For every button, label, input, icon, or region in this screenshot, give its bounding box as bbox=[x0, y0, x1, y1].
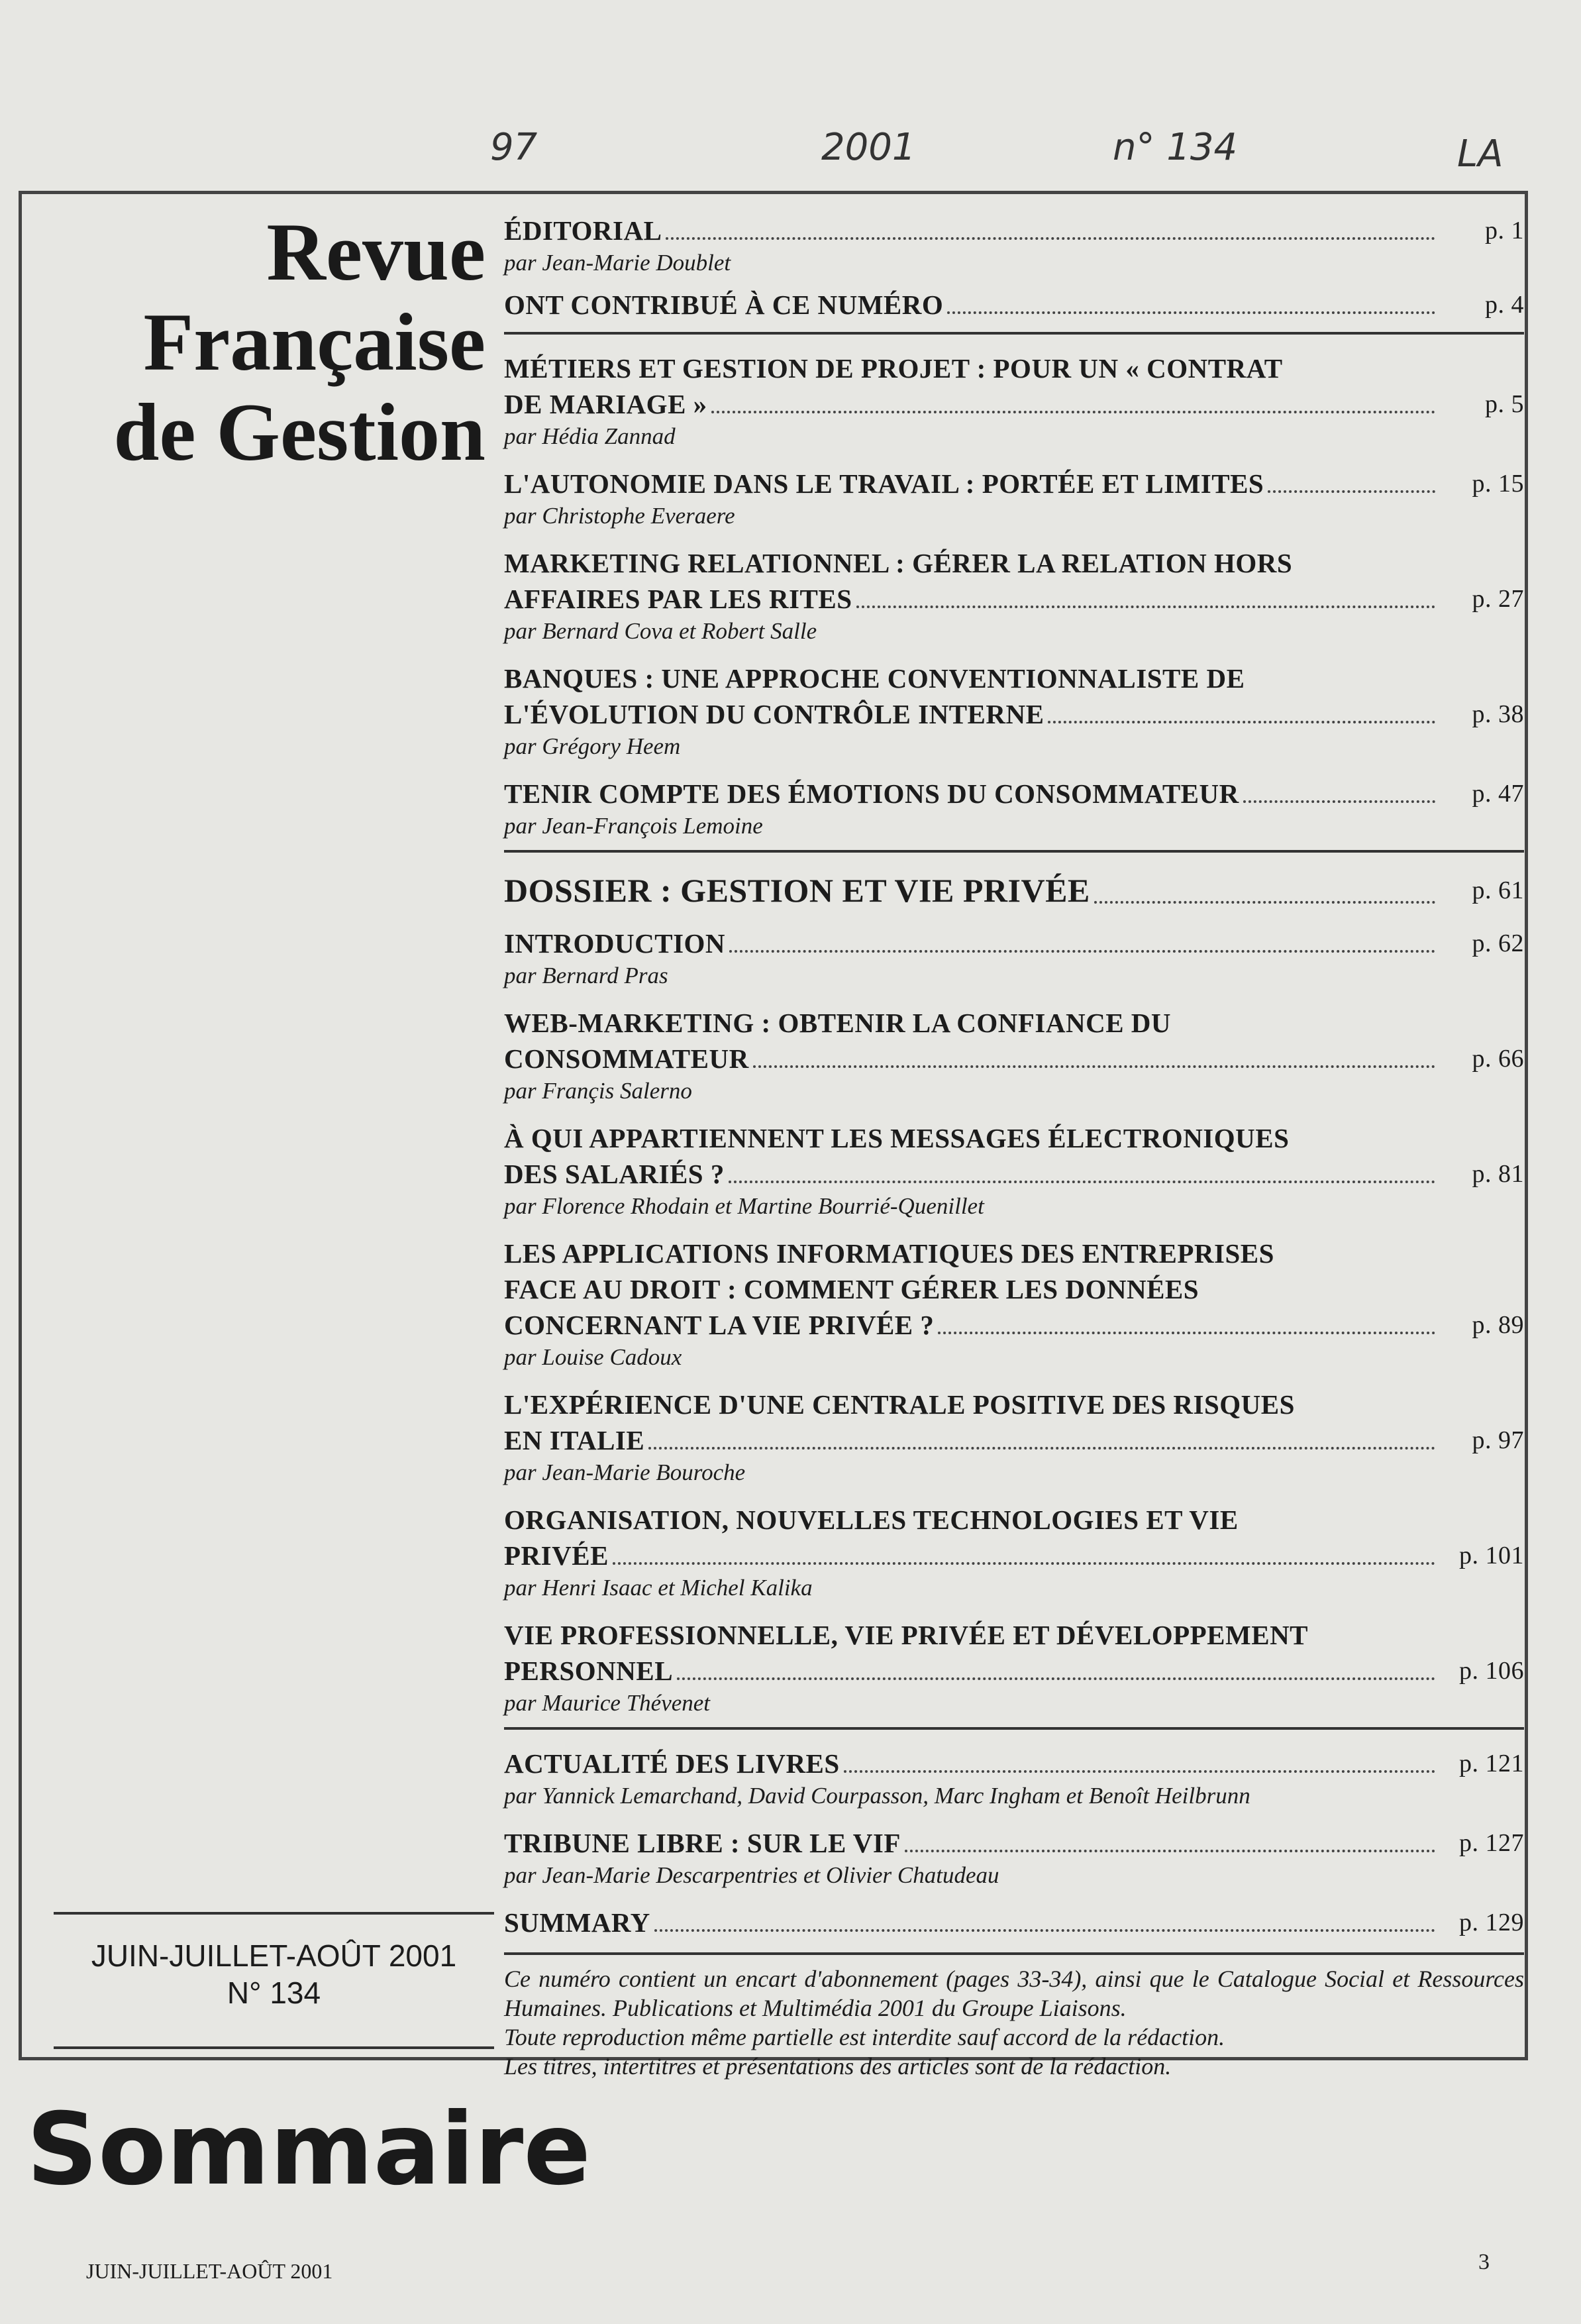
entry-page: p. 4 bbox=[1485, 291, 1524, 319]
toc-entry-article[interactable] bbox=[504, 1617, 1524, 1718]
entry-page: p. 127 bbox=[1459, 1829, 1524, 1857]
note-copyright: Toute reproduction même partielle est interdite sauf accord de la rédaction. bbox=[504, 2024, 1225, 2050]
toc-entry-editorial[interactable] bbox=[504, 213, 1524, 278]
footer-date: JUIN-JUILLET-AOÛT 2001 bbox=[86, 2259, 333, 2283]
entry-page: p. 66 bbox=[1472, 1045, 1524, 1073]
entry-author: par Jean-Marie Bouroche bbox=[504, 1459, 746, 1485]
dot-leader bbox=[905, 1850, 1435, 1852]
note-titles: Les titres, intertitres et présentations des articles sont de la rédaction. bbox=[504, 2053, 1172, 2080]
dot-leader bbox=[729, 950, 1435, 953]
entry-author: par Hédia Zannad bbox=[504, 423, 676, 449]
handwritten-annotations bbox=[0, 99, 1581, 176]
entry-page: p. 89 bbox=[1472, 1311, 1524, 1339]
entry-title: AFFAIRES PAR LES RITES bbox=[504, 584, 852, 614]
entry-title-line: ORGANISATION, NOUVELLES TECHNOLOGIES ET VIE bbox=[504, 1505, 1239, 1535]
dossier-title: DOSSIER : GESTION ET VIE PRIVÉE bbox=[504, 872, 1090, 909]
entry-page: p. 129 bbox=[1459, 1909, 1524, 1936]
entry-page: p. 27 bbox=[1472, 585, 1524, 613]
entry-title: ACTUALITÉ DES LIVRES bbox=[504, 1748, 840, 1779]
toc-entry-article[interactable] bbox=[504, 1387, 1524, 1487]
entry-author: par Maurice Thévenet bbox=[504, 1690, 711, 1716]
entry-page: p. 81 bbox=[1472, 1160, 1524, 1188]
issue-date: JUIN-JUILLET-AOÛT 2001 bbox=[91, 1938, 457, 1973]
annotation-number: n° 134 bbox=[1113, 126, 1238, 169]
entry-author: par Jean-Marie Doublet bbox=[504, 250, 731, 276]
entry-title: TENIR COMPTE DES ÉMOTIONS DU CONSOMMATEUR bbox=[504, 778, 1239, 809]
entry-title-line: L'EXPÉRIENCE D'UNE CENTRALE POSITIVE DES RISQUES bbox=[504, 1389, 1295, 1420]
entry-author: par Françis Salerno bbox=[504, 1078, 692, 1104]
entry-title: TRIBUNE LIBRE : SUR LE VIF bbox=[504, 1828, 901, 1858]
entry-title: CONCERNANT LA VIE PRIVÉE ? bbox=[504, 1310, 935, 1340]
issue-number: N° 134 bbox=[227, 1976, 321, 2010]
entry-page: p. 62 bbox=[1472, 929, 1524, 957]
entry-author: par Grégory Heem bbox=[504, 733, 681, 759]
entry-title-line: FACE AU DROIT : COMMENT GÉRER LES DONNÉES bbox=[504, 1274, 1199, 1304]
dot-leader bbox=[711, 411, 1435, 413]
sommaire-heading: Sommaire bbox=[26, 2092, 591, 2207]
entry-title: SUMMARY bbox=[504, 1907, 650, 1938]
dot-leader bbox=[654, 1929, 1435, 1932]
entry-author: par Christophe Everaere bbox=[504, 503, 735, 529]
entry-author: par Jean-Marie Descarpentries et Olivier Chatudeau bbox=[504, 1862, 999, 1888]
entry-author: par Jean-François Lemoine bbox=[504, 813, 763, 839]
toc-entry-article[interactable] bbox=[504, 1502, 1524, 1603]
dot-leader bbox=[677, 1677, 1435, 1680]
entry-title: EN ITALIE bbox=[504, 1425, 645, 1455]
entry-title-line: LES APPLICATIONS INFORMATIQUES DES ENTREPRISES bbox=[504, 1238, 1274, 1269]
toc-entry-article[interactable] bbox=[504, 1005, 1524, 1106]
dot-leader bbox=[729, 1181, 1435, 1183]
toc-entry-article[interactable] bbox=[504, 466, 1524, 531]
entry-title-line: WEB-MARKETING : OBTENIR LA CONFIANCE DU bbox=[504, 1008, 1172, 1038]
annotation-code: LA bbox=[1457, 132, 1504, 176]
toc-entry-summary[interactable] bbox=[504, 1905, 1524, 1940]
toc-entry-article[interactable] bbox=[504, 660, 1524, 761]
entry-title: PRIVÉE bbox=[504, 1540, 609, 1571]
entry-title: DES SALARIÉS ? bbox=[504, 1159, 725, 1189]
page-number: 3 bbox=[1478, 2250, 1490, 2274]
issue-notes bbox=[504, 1964, 1524, 2081]
contents-frame bbox=[19, 191, 1528, 2080]
dot-leader bbox=[666, 237, 1435, 240]
entry-page: p. 38 bbox=[1472, 700, 1524, 728]
entry-author: par Florence Rhodain et Martine Bourrié-Quenillet bbox=[504, 1193, 984, 1219]
annotation-year: 2001 bbox=[821, 126, 916, 169]
entry-title-line: BANQUES : UNE APPROCHE CONVENTIONNALISTE DE bbox=[504, 663, 1245, 694]
journal-title-line: de Gestion bbox=[113, 387, 485, 478]
entry-title-line: VIE PROFESSIONNELLE, VIE PRIVÉE ET DÉVELOPPEMENT bbox=[504, 1620, 1309, 1650]
dot-leader bbox=[1048, 721, 1435, 723]
journal-title bbox=[35, 207, 485, 478]
entry-author: par Louise Cadoux bbox=[504, 1344, 682, 1370]
issue-info bbox=[54, 1912, 494, 2049]
entry-title: L'ÉVOLUTION DU CONTRÔLE INTERNE bbox=[504, 699, 1045, 729]
entry-title: CONSOMMATEUR bbox=[504, 1043, 749, 1074]
dot-leader bbox=[753, 1065, 1435, 1068]
entry-author: par Yannick Lemarchand, David Courpasson, Marc Ingham et Benoît Heilbrunn bbox=[504, 1783, 1250, 1809]
entry-title: L'AUTONOMIE DANS LE TRAVAIL : PORTÉE ET LIMITES bbox=[504, 468, 1264, 499]
section-divider bbox=[504, 1952, 1524, 1955]
toc-entry-contributors[interactable] bbox=[504, 287, 1524, 323]
entry-title: ÉDITORIAL bbox=[504, 215, 662, 246]
section-divider bbox=[504, 332, 1524, 335]
toc-entry-article[interactable] bbox=[504, 1120, 1524, 1221]
dot-leader bbox=[947, 311, 1435, 314]
toc-entry-article[interactable] bbox=[504, 545, 1524, 646]
entry-page: p. 47 bbox=[1472, 780, 1524, 808]
entry-author: par Henri Isaac et Michel Kalika bbox=[504, 1575, 813, 1601]
entry-title: DE MARIAGE » bbox=[504, 389, 707, 419]
table-of-contents bbox=[504, 213, 1524, 2081]
entry-title: INTRODUCTION bbox=[504, 928, 726, 959]
entry-page: p. 97 bbox=[1472, 1426, 1524, 1454]
annotation-volume: 97 bbox=[490, 126, 538, 169]
toc-entry-dossier[interactable] bbox=[504, 869, 1524, 912]
entry-page: p. 121 bbox=[1459, 1750, 1524, 1777]
journal-title-line: Revue bbox=[266, 207, 485, 297]
entry-page: p. 1 bbox=[1485, 217, 1524, 244]
note-insert: Ce numéro contient un encart d'abonnement (pages 33-34), ainsi que le Catalogue Social et Ressources Humaines. Publications et Multimédia 2001 du Groupe Liaisons. bbox=[504, 1966, 1524, 2021]
toc-entry-tribune[interactable] bbox=[504, 1825, 1524, 1890]
dot-leader bbox=[1268, 490, 1435, 493]
toc-entry-article[interactable] bbox=[504, 350, 1524, 451]
section-divider bbox=[504, 1727, 1524, 1730]
entry-title-line: À QUI APPARTIENNENT LES MESSAGES ÉLECTRONIQUES bbox=[504, 1123, 1290, 1153]
entry-title-line: MÉTIERS ET GESTION DE PROJET : POUR UN « CONTRAT bbox=[504, 353, 1283, 384]
dot-leader bbox=[938, 1332, 1435, 1334]
toc-entry-article[interactable] bbox=[504, 776, 1524, 841]
toc-entry-article[interactable] bbox=[504, 1236, 1524, 1372]
dot-leader bbox=[1243, 800, 1435, 803]
entry-page: p. 106 bbox=[1459, 1657, 1524, 1685]
dot-leader bbox=[648, 1447, 1435, 1450]
entry-author: par Bernard Cova et Robert Salle bbox=[504, 618, 817, 644]
journal-title-line: Française bbox=[143, 297, 485, 388]
entry-page: p. 101 bbox=[1459, 1542, 1524, 1569]
toc-entry-article[interactable] bbox=[504, 925, 1524, 990]
entry-title: ONT CONTRIBUÉ À CE NUMÉRO bbox=[504, 290, 944, 320]
entry-title: PERSONNEL bbox=[504, 1656, 674, 1686]
entry-page: p. 5 bbox=[1485, 390, 1524, 418]
entry-title-line: MARKETING RELATIONNEL : GÉRER LA RELATION HORS bbox=[504, 548, 1293, 578]
dot-leader bbox=[856, 606, 1435, 608]
toc-entry-books[interactable] bbox=[504, 1746, 1524, 1811]
dot-leader bbox=[1094, 901, 1435, 904]
dot-leader bbox=[613, 1562, 1435, 1565]
dot-leader bbox=[844, 1770, 1435, 1773]
entry-page: p. 61 bbox=[1472, 876, 1524, 904]
section-divider bbox=[504, 850, 1524, 853]
entry-author: par Bernard Pras bbox=[504, 963, 668, 988]
entry-page: p. 15 bbox=[1472, 470, 1524, 498]
